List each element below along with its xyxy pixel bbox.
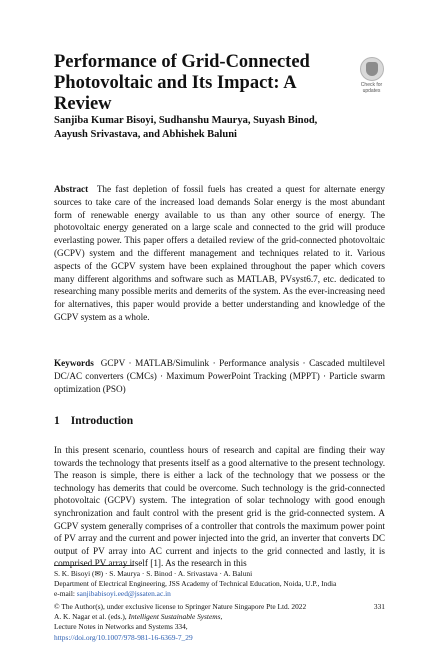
- badge-label: [355, 83, 388, 94]
- abstract: [54, 183, 385, 324]
- abstract-text: The fast depletion of fossil fuels has created a quest for alternate energy sources to take care of the increased load demands Solar energy is the most abundant form of renewable energy available to us than any other source of energy. The photovoltaic energy generated on a large scale and connected to the grid will produce everlasting power. This paper offers a detailed review of the grid-connected photovoltaic (GCPV) system and the different management and techniques related to it. Various aspects of the GCPV system have been explained throughout the paper which covers many different algorithms and software such as MATLAB, PVsyst6.7, etc. dedicated to researching many possible merits and demerits of the system. As the ever-increasing need for alternatives, this paper would provide a better understanding and knowledge of the GCPV system as a whole.: [54, 184, 386, 322]
- abstract-label: Abstract: [54, 184, 89, 194]
- badge-line-2: updates: [362, 87, 381, 94]
- citation-editors: A. K. Nagar et al. (eds.),: [54, 612, 127, 622]
- footnote-authors: S. K. Bisoyi (✉) · S. Maurya · S. Binod · A. Srivastava · A. Baluni: [54, 569, 253, 578]
- bookmark-icon: [360, 57, 384, 81]
- book-title: Intelligent Sustainable Systems,: [128, 612, 223, 622]
- keywords: [54, 357, 385, 395]
- page-number: 331: [373, 602, 385, 611]
- citation-line: [54, 612, 385, 622]
- section-heading: [54, 414, 133, 428]
- footnote-affiliation: Department of Electrical Engineering, JSS Academy of Technical Education, Noida, U.P., India: [54, 579, 337, 589]
- keywords-text: GCPV · MATLAB/Simulink · Performance analysis · Cascaded multilevel DC/AC converters (CMCs) · Maximum PowerPoint Tracking (MPPT) · Particle swarm optimization (PSO): [54, 358, 386, 394]
- introduction-paragraph: In this present scenario, countless hours of research and capital are finding their way towards the technology that presents itself as a good alternative to the present technology. The reason is simple, there is either a lack of the technology that we possess or the technology has demerits that could be overcome. Such technology is the grid-connected photovoltaic (GCPV) system. The integration of solar technology with good enough synchronization and fault control with the present grid is the grid-connected system. A GCPV system generally comprises of a controller that controls the maximum power point of PV array and the current and power injected into the grid, an inverter that converts DC output of PV array into AC current and injects to the grid connected and lastly, it is comprised PV array itself [1]. As the research in this: [54, 445, 385, 569]
- author-line-1: Sanjiba Kumar Bisoyi, Sudhanshu Maurya, Suyash Binod,: [54, 115, 318, 126]
- email-link[interactable]: sanjibabisoyi.eed@jssaten.ac.in: [76, 589, 171, 599]
- keywords-label: Keywords: [54, 358, 94, 368]
- paper-title: Performance of Grid-Connected Photovoltaic and Its Impact: A Review: [54, 52, 310, 114]
- doi-link[interactable]: https://doi.org/10.1007/978-981-16-6369-7_29: [54, 632, 193, 642]
- author-footnote: [54, 569, 385, 600]
- copyright-line: © The Author(s), under exclusive license to Springer Nature Singapore Pte Ltd. 2022: [54, 602, 307, 611]
- section-number: 1: [54, 415, 60, 427]
- series-line: Lecture Notes in Networks and Systems 334,: [54, 622, 188, 632]
- check-for-updates-badge[interactable]: [355, 57, 388, 94]
- footnote-divider: [54, 565, 134, 566]
- email-label: e-mail:: [54, 589, 75, 599]
- author-line-2: Aayush Srivastava, and Abhishek Baluni: [54, 129, 237, 140]
- copyright-block: [54, 602, 385, 643]
- section-title: Introduction: [70, 415, 134, 427]
- footnote-email-line: [54, 589, 385, 599]
- badge-line-1: Check for: [360, 82, 383, 88]
- author-list: [54, 114, 384, 142]
